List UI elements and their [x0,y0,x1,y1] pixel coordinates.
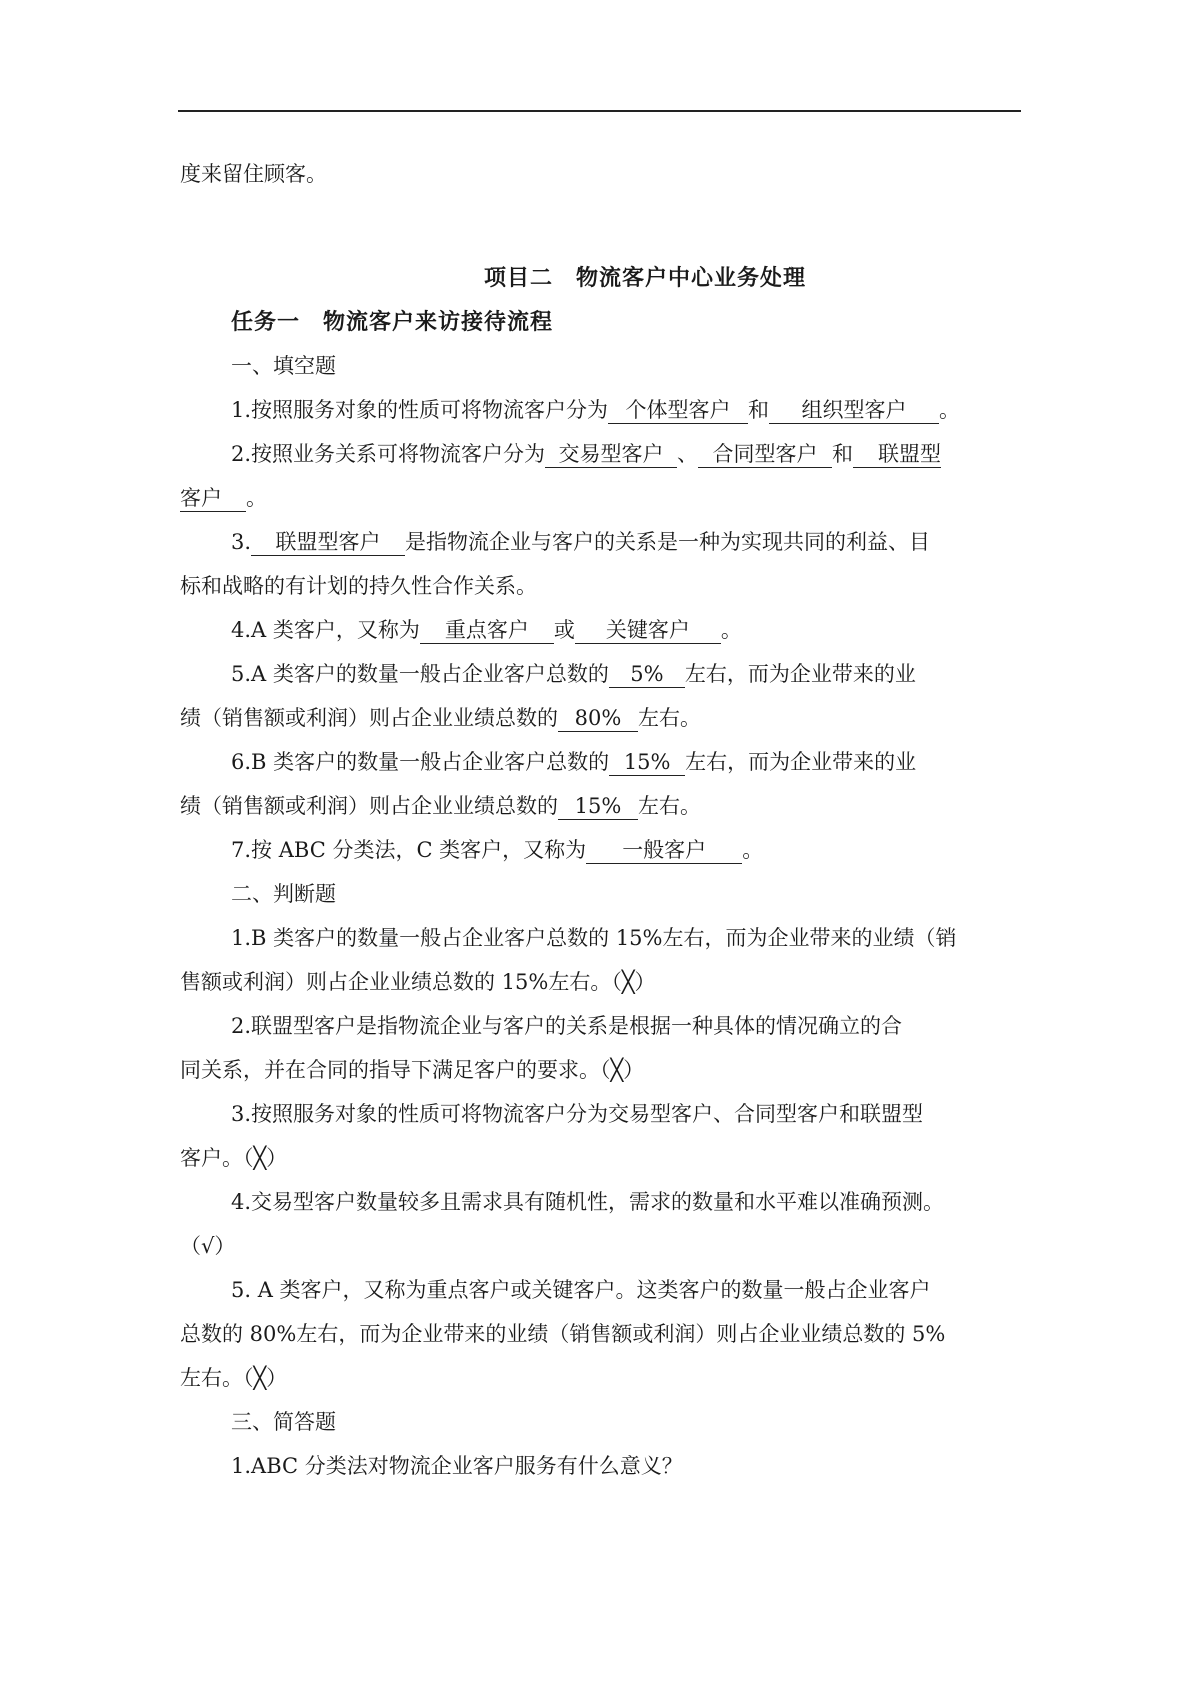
answer-blank: 15% [609,749,685,776]
answer-blank: 交易型客户 [545,441,677,468]
header-rule [178,110,1021,112]
intro-tail: 度来留住顾客。 [180,162,327,186]
answer-blank: 15% [558,793,638,820]
judgement-5-cont2: 左右。（╳） [180,1366,288,1390]
answer-blank: 客户 [180,485,246,512]
cross-mark: （╳） [600,1058,645,1082]
question-5-cont: 绩（销售额或利润）则占企业业绩总数的 80% 左右。 [180,706,701,730]
section-heading-true-false: 二、判断题 [231,882,336,906]
question-6-cont: 绩（销售额或利润）则占企业业绩总数的 15% 左右。 [180,794,701,818]
cross-mark: （╳） [243,1366,288,1390]
answer-blank: 80% [558,705,638,732]
judgement-2-cont: 同关系，并在合同的指导下满足客户的要求。（╳） [180,1058,645,1082]
answer-blank: 重点客户 [420,617,554,644]
answer-blank: 联盟型客户 [251,529,405,556]
judgement-5-cont: 总数的 80%左右，而为企业带来的业绩（销售额或利润）则占企业业绩总数的 5% [180,1322,946,1346]
answer-blank: 联盟型 [853,441,941,468]
project-title: 项目二 物流客户中心业务处理 [483,265,806,291]
question-1: 1.按照服务对象的性质可将物流客户分为 个体型客户 和 组织型客户 。 [231,398,961,422]
question-2-cont: 客户 。 [180,486,267,510]
question-2: 2.按照业务关系可将物流客户分为 交易型客户 、 合同型客户 和 联盟型 [231,442,942,466]
judgement-2: 2.联盟型客户是指物流企业与客户的关系是根据一种具体的情况确立的合 [231,1014,903,1038]
judgement-4: 4.交易型客户数量较多且需求具有随机性，需求的数量和水平难以准确预测。 [231,1190,945,1214]
question-5: 5.A 类客户的数量一般占企业客户总数的 5% 左右，而为企业带来的业 [231,662,916,686]
answer-blank: 关键客户 [575,617,721,644]
question-3: 3. 联盟型客户 是指物流企业与客户的关系是一种为实现共同的利益、目 [231,530,931,554]
section-heading-fill-blank: 一、填空题 [231,354,336,378]
answer-blank: 一般客户 [586,837,742,864]
judgement-3: 3.按照服务对象的性质可将物流客户分为交易型客户、合同型客户和联盟型 [231,1102,924,1126]
answer-blank: 合同型客户 [698,441,832,468]
document-body [180,152,1020,1488]
question-3-cont: 标和战略的有计划的持久性合作关系。 [180,574,537,598]
cross-mark: （╳） [243,1146,288,1170]
judgement-1-cont: 售额或利润）则占企业业绩总数的 15%左右。（╳） [180,970,656,994]
judgement-4-cont [180,1224,1020,1268]
question-4: 4.A 类客户，又称为 重点客户 或 关键客户 。 [231,618,742,642]
answer-blank: 个体型客户 [608,397,748,424]
short-answer-question-1: 1.ABC 分类法对物流企业客户服务有什么意义？ [231,1454,683,1478]
cross-mark: （╳） [611,970,656,994]
question-7: 7.按 ABC 分类法，C 类客户，又称为 一般客户 。 [231,838,764,862]
judgement-5: 5. A 类客户，又称为重点客户或关键客户。这类客户的数量一般占企业客户 [231,1278,931,1302]
judgement-1: 1.B 类客户的数量一般占企业客户总数的 15%左右，而为企业带来的业绩（销 [231,926,957,950]
judgement-3-cont: 客户。（╳） [180,1146,288,1170]
task-title: 任务一 物流客户来访接待流程 [231,309,554,335]
answer-blank: 组织型客户 [769,397,939,424]
check-mark: （√） [180,1234,236,1258]
question-6: 6.B 类客户的数量一般占企业客户总数的 15% 左右，而为企业带来的业 [231,750,917,774]
section-heading-short-answer: 三、简答题 [231,1410,336,1434]
answer-blank: 5% [609,661,685,688]
